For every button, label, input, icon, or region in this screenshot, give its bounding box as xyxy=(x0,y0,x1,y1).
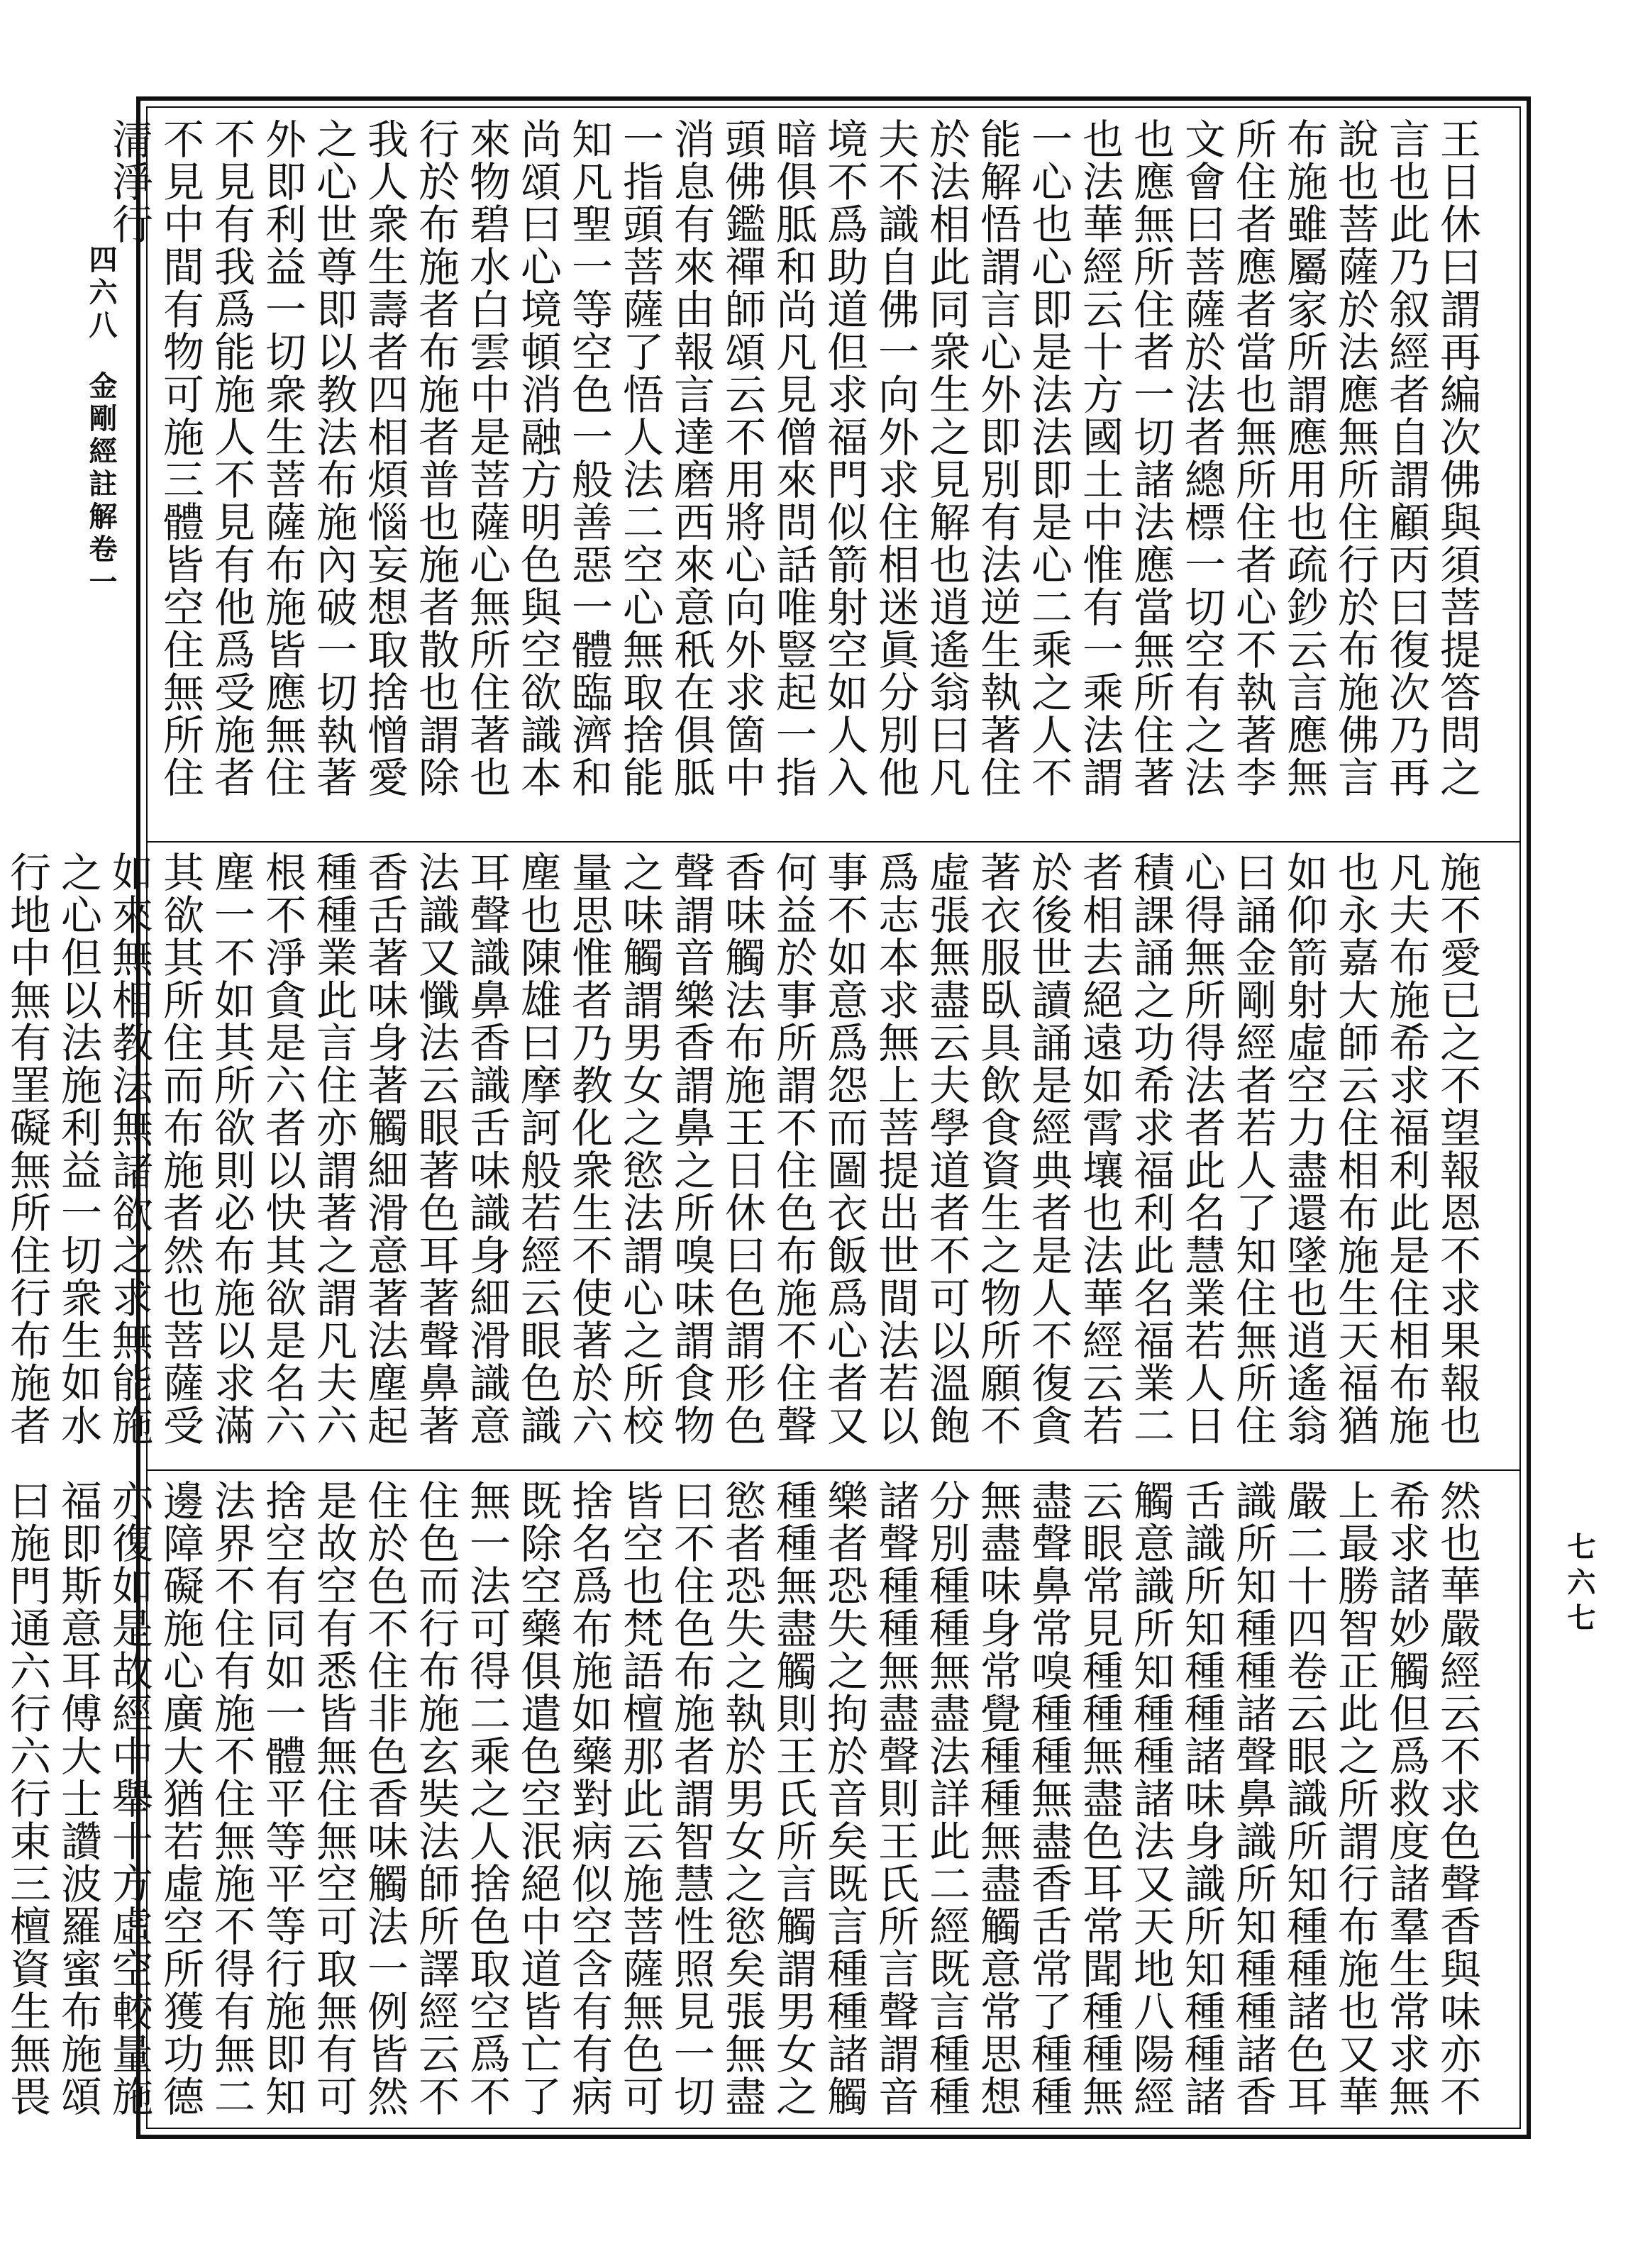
register-bottom-text: 然也華嚴經云不求色聲香與味亦不希求諸妙觸但爲救度諸羣生常求無上最勝智正此之所謂行布施也又華嚴二十四卷云眼識所知種種諸色耳識所知種種諸聲鼻識所知種種諸香舌識所知種種諸味身識所知種種諸觸意識所知種種諸法又天地八陽經云眼常見種種無盡色耳常聞種種無盡聲鼻常嗅種種無盡香舌常了種種無盡味身常覺種種無盡觸意常思想分別種種無盡法詳此二經既言種種諸聲種種無盡聲則王氏所言聲謂音樂者恐失之拘於音矣既言種種諸觸種種無盡觸則王氏所言觸謂男女之慾者恐失之執於男女之慾矣張無盡曰不住色布施者謂智慧性照見一切皆空也梵語檀那此云施菩薩無色可捨名爲布施如藥對病似空含有有病既除空藥俱遣色空泯絕中道皆亡了無一法可得二乘之人捨色取空爲不住色而行布施玄奘法師所譯經云不住於色不住非色香味觸法一例皆然是故空有悉皆無住無空可取無有可捨空有同如一體平等平等行施即知法界不住有施不住無施不得有無二邊障礙施心廣大猶若虛空所獲功德亦復如是故經中舉十方虛空較量施福即斯意耳傅大士讚波羅蜜布施頌曰施門通六行六行束三檀資生無畏 xyxy=(3,1479,1481,2118)
page-number-margin xyxy=(79,245,122,599)
register-divider-1 xyxy=(146,841,1521,843)
register-top-text: 王日休曰謂再編次佛與須菩提答問之言也此乃叙經者自謂顧丙曰復次乃再說也菩薩於法應無所住行於布施佛言布施雖屬家所謂應用也疏鈔云言應無所住者應者當也無所住者心不執著李文會曰菩薩於法者總標一切空有之法也應無所住者一切諸法應當無所住著也法華經云十方國土中惟有一乘法謂一心也心即是法法即是心二乘之人不能解悟謂言心外即別有法逆生執著住於法相此同衆生之見解也逍遙翁曰凡夫不識自佛一向外求住相迷眞分別他境不爲助道但求福門似箭射空如人入暗俱胝和尚凡見僧來問話唯豎起一指頭佛鑑禪師頌云不用將心向外求箇中消息有來由報言達磨西來意秖在俱胝一指頭菩薩了悟人法二空心無取捨能知凡聖一等空色一般善惡一體臨濟和尚頌曰心境頓消融方明色與空欲識本來物碧水白雲中是菩薩心無所住著也行於布施者布施者普也施者散也謂除我人衆生壽者四相煩惱妄想取捨憎愛之心世尊即以教法布施內破一切執著外即利益一切衆生菩薩布施皆應無住不見有我爲能施人不見有他爲受施者不見中間有物可施三體皆空住無所住清淨行 xyxy=(105,118,1481,799)
book-title: 金剛經註解卷一 xyxy=(84,371,118,599)
register-divider-2 xyxy=(146,1469,1521,1471)
folio-margin xyxy=(1558,1532,1600,1638)
page-number: 四六八 xyxy=(84,245,118,343)
register-bottom xyxy=(3,1479,1518,2126)
register-top xyxy=(105,118,1518,833)
register-middle-text: 施不愛已之不望報恩不求果報也凡夫布施希求福利此是住相布施也永嘉大師云住相布施生天福猶如仰箭射虛空力盡還墜也逍遙翁曰誦金剛經者若人了知住無所住心得無所得法者此名慧業若人日積課誦之功希求福利此名福業二者相去絕遠如霄壤也法華經云若於後世讀誦是經典者是人不復貪著衣服臥具飲食資生之物所願不虛張無盡云夫學道者不可以溫飽爲志本求無上菩提出世間法若以事不如意爲怨而圖衣飯爲心者又何益於事所謂不住色布施不住聲香味觸法布施王日休曰色謂形色聲謂音樂香謂鼻之所嗅味謂食物之味觸謂男女之慾法謂心之所校量思惟者乃教化衆生不使著於六塵也陳雄曰摩訶般若經云眼色識耳聲識鼻香識舌味識身細滑識意法識又懺法云眼著色耳著聲鼻著香舌著味身著觸細滑意著法塵起種種業此言住亦謂著之謂凡夫六根不淨貪是六者以快其欲是名六塵一不如其所欲則必布施以求滿其欲其所住而布施者然也菩薩受如來無相教法無諸欲之求無能施之心但以法施利益一切衆生如水行地中無有罣礙無所住行布施者 xyxy=(3,851,1481,1447)
folio-number: 七六七 xyxy=(1563,1532,1596,1638)
register-middle xyxy=(3,851,1518,1461)
